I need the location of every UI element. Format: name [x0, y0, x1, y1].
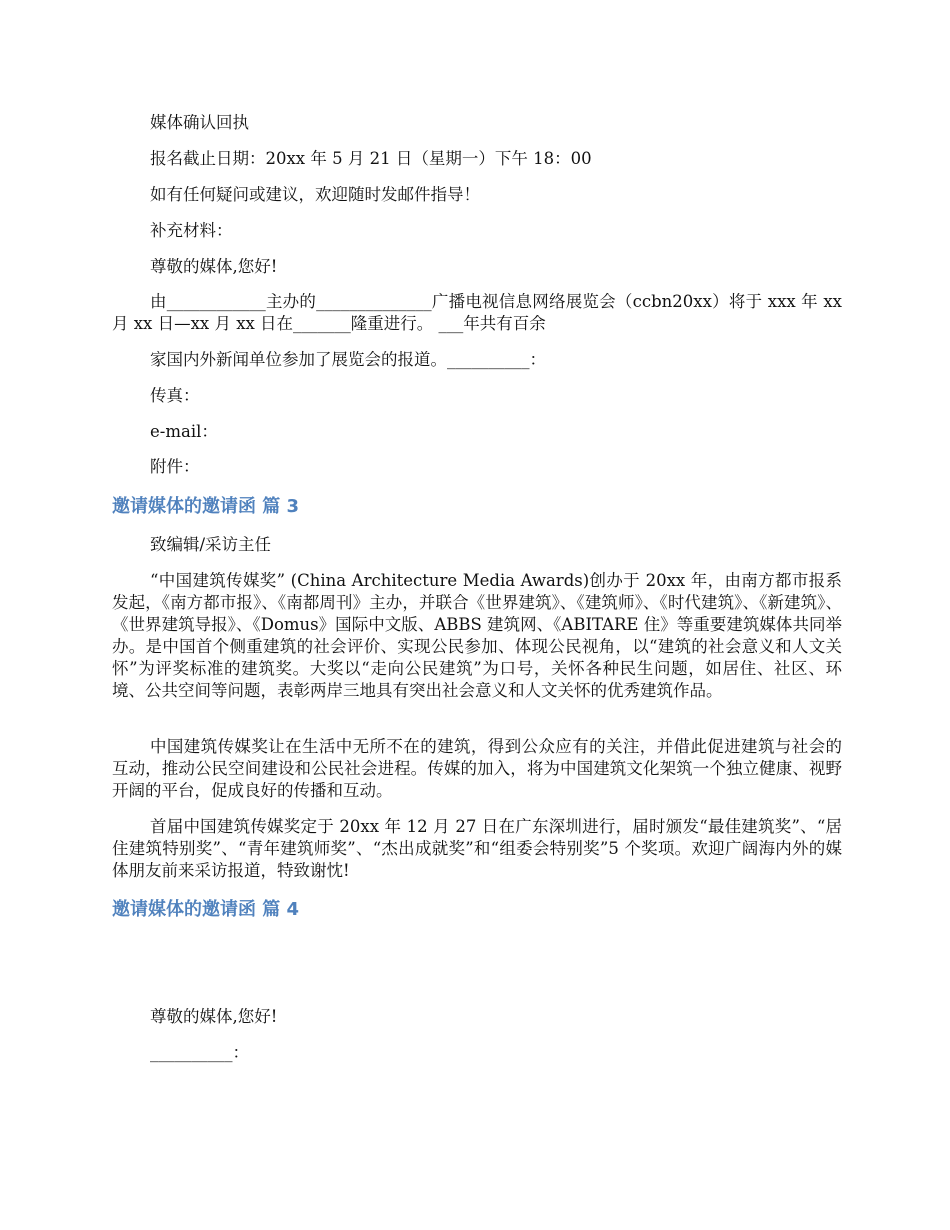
contact-note: 如有任何疑问或建议，欢迎随时发邮件指导！	[150, 185, 480, 204]
supplement-label: 补充材料：	[150, 221, 233, 240]
email-label: e-mail：	[150, 422, 218, 441]
section-3-heading: 邀请媒体的邀请函 篇 3	[112, 496, 300, 517]
award-ceremony-paragraph: 首届中国建筑传媒奖定于 20xx 年 12 月 27 日在广东深圳进行，届时颁发“最佳建筑奖”、“居住建筑特别奖”、“青年建筑师奖”、“杰出成就奖”和“组委会特别奖”5 个奖项。欢迎广阔海内外的媒体朋友前来采访报道，特致谢忱!	[112, 817, 842, 880]
greeting-text: 尊敬的媒体,您好!	[150, 257, 278, 276]
section-4-blank-line: __________：	[150, 1043, 249, 1062]
exhibition-paragraph: 由____________主办的______________广播电视信息网络展览会（ccbn20xx）将于 xxx 年 xx 月 xx 日—xx 月 xx 日在_______隆重进行。 ___年共有百余	[112, 292, 842, 333]
receipt-title: 媒体确认回执	[150, 113, 249, 132]
fax-label: 传真：	[150, 386, 200, 405]
media-count-line: 家国内外新闻单位参加了展览会的报道。__________：	[150, 350, 546, 369]
award-purpose-paragraph: 中国建筑传媒奖让在生活中无所不在的建筑，得到公众应有的关注，并借此促进建筑与社会的互动，推动公民空间建设和公民社会进程。传媒的加入，将为中国建筑文化架筑一个独立健康、视野开阔的平台，促成良好的传播和互动。	[112, 737, 842, 800]
deadline-text: 报名截止日期：20xx 年 5 月 21 日（星期一）下午 18：00	[150, 149, 592, 168]
section-4-greeting: 尊敬的媒体,您好!	[150, 1007, 278, 1026]
award-intro-paragraph: “中国建筑传媒奖” (China Architecture Media Awards)创办于 20xx 年，由南方都市报系发起，《南方都市报》、《南都周刊》主办，并联合《世界建筑》、《建筑师》、《时代建筑》、《新建筑》、《世界建筑导报》、《Domus》国际中文版、ABBS 建筑网、《ABITARE 住》等重要建筑媒体共同举办。是中国首个侧重建筑的社会评价、实现公民参加、体现公民视角，以“建筑的社会意义和人文关怀”为评奖标准的建筑奖。大奖以“走向公民建筑”为口号，关怀各种民生问题，如居住、社区、环境、公共空间等问题，表彰两岸三地具有突出社会意义和人文关怀的优秀建筑作品。	[112, 571, 842, 700]
salutation-text: 致编辑/采访主任	[150, 535, 272, 554]
attachment-label: 附件：	[150, 457, 200, 476]
section-4-heading: 邀请媒体的邀请函 篇 4	[112, 899, 300, 920]
